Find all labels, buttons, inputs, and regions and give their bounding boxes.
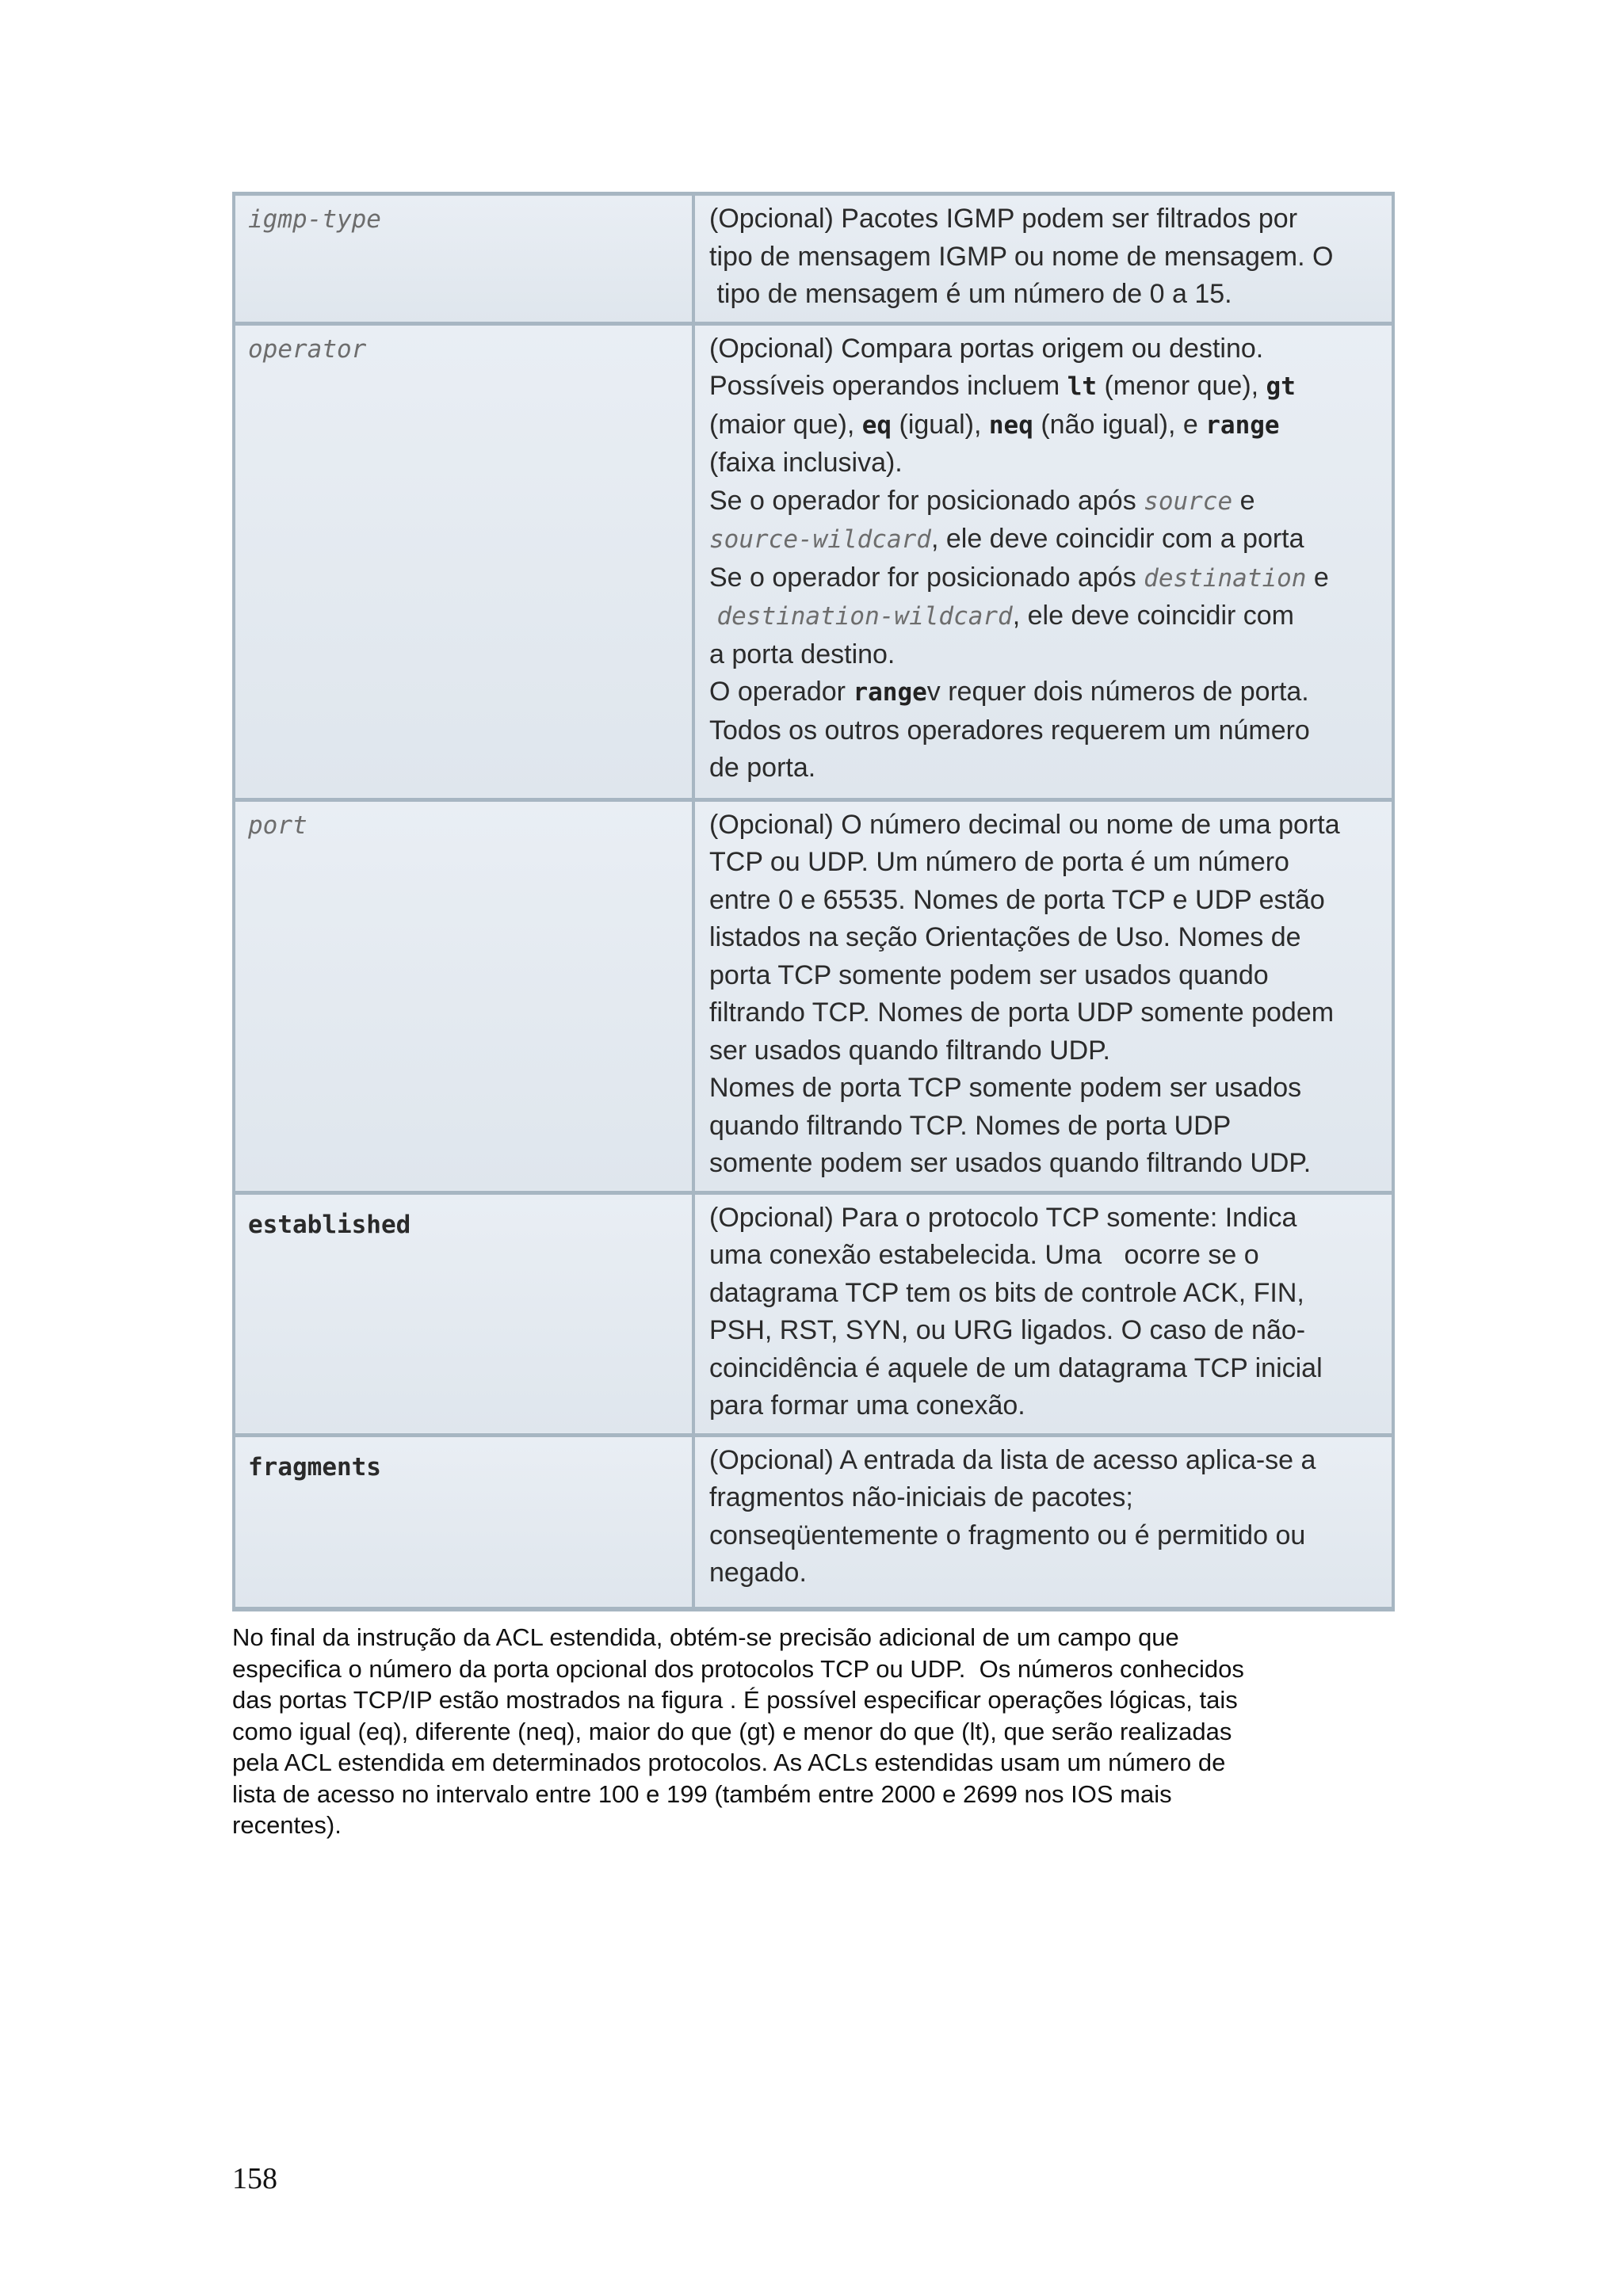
page-number: 158 — [232, 2162, 277, 2195]
description-line: PSH, RST, SYN, ou URG ligados. O caso de não- — [709, 1315, 1306, 1345]
description-line: filtrando TCP. Nomes de porta UDP somente podem — [709, 997, 1335, 1028]
description-line: Se o operador for posicionado após destination e — [709, 562, 1329, 593]
param-description — [693, 1435, 1393, 1609]
param-description — [693, 323, 1393, 799]
table-row-port — [234, 799, 1393, 1192]
description-line: coincidência é aquele de um datagrama TCP inicial — [709, 1352, 1323, 1383]
table-row-igmp-type — [234, 194, 1393, 324]
parameter-table — [232, 192, 1395, 1611]
description-line: tipo de mensagem é um número de 0 a 15. — [709, 279, 1232, 309]
description-line: (Opcional) Para o protocolo TCP somente: Indica — [709, 1202, 1297, 1233]
description-line: listados na seção Orientações de Uso. Nomes de — [709, 922, 1301, 952]
paragraph-line: especifica o número da porta opcional dos protocolos TCP ou UDP. Os números conhecidos — [232, 1654, 1244, 1683]
description-line: destination-wildcard, ele deve coincidir com — [716, 601, 1295, 631]
description-line: (Opcional) Compara portas origem ou destino. — [709, 333, 1264, 364]
param-name: established — [234, 1192, 693, 1435]
description-line: entre 0 e 65535. Nomes de porta TCP e UDP estão — [709, 884, 1325, 915]
param-description — [693, 194, 1393, 324]
description-line: tipo de mensagem IGMP ou nome de mensagem. O — [709, 241, 1334, 272]
param-name: fragments — [234, 1435, 693, 1609]
paragraph-line: pela ACL estendida em determinados protocolos. As ACLs estendidas usam um número de — [232, 1749, 1226, 1776]
description-line: conseqüentemente o fragmento ou é permitido ou — [709, 1520, 1306, 1550]
description-line: de porta. — [709, 753, 816, 783]
param-name: operator — [234, 323, 693, 799]
description-line: source-wildcard, ele deve coincidir com a porta — [709, 524, 1304, 554]
paragraph-line: recentes). — [232, 1811, 342, 1839]
param-name: port — [234, 799, 693, 1192]
description-line: (Opcional) O número decimal ou nome de uma porta — [709, 809, 1340, 840]
description-line: (Opcional) A entrada da lista de acesso aplica-se a — [709, 1444, 1316, 1475]
param-name: igmp-type — [234, 194, 693, 324]
description-line: ser usados quando filtrando UDP. — [709, 1035, 1110, 1066]
description-line: quando filtrando TCP. Nomes de porta UDP — [709, 1110, 1232, 1141]
paragraph-line: No final da instrução da ACL estendida, obtém-se precisão adicional de um campo que — [232, 1623, 1179, 1651]
paragraph-line: das portas TCP/IP estão mostrados na figura . É possível especificar operações lógicas, tais — [232, 1686, 1238, 1714]
description-line: a porta destino. — [709, 639, 896, 669]
paragraph-line: lista de acesso no intervalo entre 100 e 199 (também entre 2000 e 2699 nos IOS mais — [232, 1779, 1172, 1808]
description-line: TCP ou UDP. Um número de porta é um número — [709, 847, 1289, 877]
description-line: Todos os outros operadores requerem um número — [709, 715, 1310, 746]
description-line: negado. — [709, 1558, 807, 1588]
description-line: somente podem ser usados quando filtrando UDP. — [709, 1148, 1312, 1178]
table-row-fragments — [234, 1435, 1393, 1609]
paragraph-line: como igual (eq), diferente (neq), maior do que (gt) e menor do que (lt), que serão realizadas — [232, 1717, 1232, 1745]
description-line: datagrama TCP tem os bits de controle ACK, FIN, — [709, 1277, 1304, 1308]
description-line: Se o operador for posicionado após source e — [709, 485, 1255, 516]
description-line: (Opcional) Pacotes IGMP podem ser filtrados por — [709, 204, 1298, 234]
description-line: porta TCP somente podem ser usados quando — [709, 959, 1269, 990]
description-line: fragmentos não-iniciais de pacotes; — [709, 1482, 1133, 1512]
param-description — [693, 799, 1393, 1192]
description-line: O operador rangev requer dois números de porta. — [709, 677, 1309, 707]
description-line: Possíveis operandos incluem lt (menor que), gt — [709, 371, 1296, 401]
body-paragraph — [232, 1622, 1389, 1841]
description-line: para formar uma conexão. — [709, 1390, 1025, 1421]
table-row-established — [234, 1192, 1393, 1435]
description-line: (maior que), eq (igual), neq (não igual), e range — [709, 409, 1280, 440]
param-description — [693, 1192, 1393, 1435]
description-line: Nomes de porta TCP somente podem ser usados — [709, 1073, 1302, 1103]
description-line: (faixa inclusiva). — [709, 448, 903, 478]
description-line: uma conexão estabelecida. Uma ocorre se o — [709, 1240, 1259, 1270]
table-row-operator — [234, 323, 1393, 799]
